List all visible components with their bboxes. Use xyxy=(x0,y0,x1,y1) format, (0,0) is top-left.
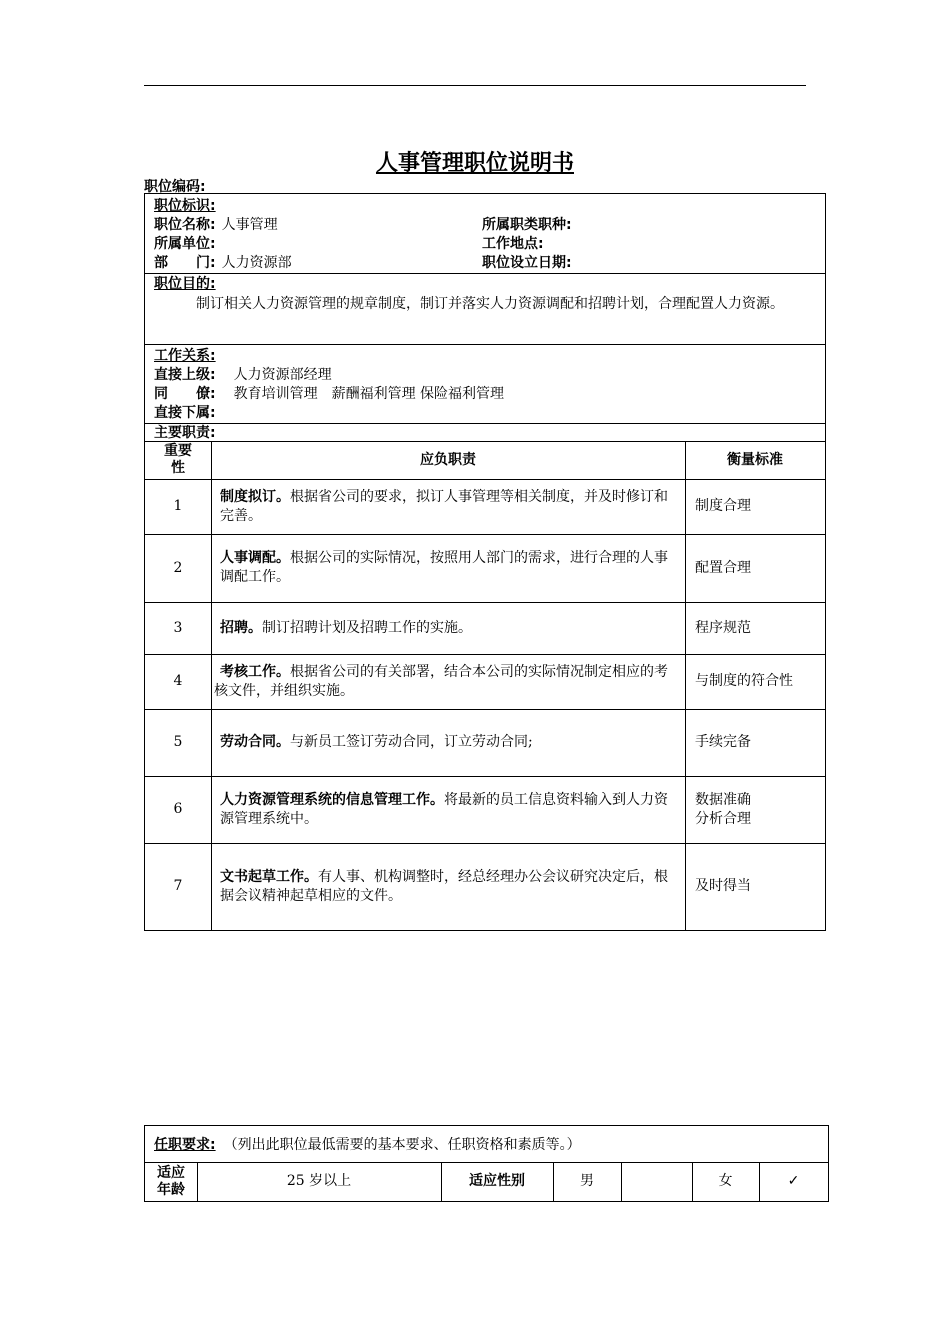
header-standard: 衡量标准 xyxy=(727,451,783,468)
header-rule xyxy=(144,85,806,86)
subordinate-label: 直接下属: xyxy=(154,405,216,421)
duty-title: 人力资源管理系统的信息管理工作。 xyxy=(220,791,444,808)
setup-date-label: 职位设立日期: xyxy=(482,255,572,271)
duty-text: 根据省公司的有关部署，结合本公司的实际情况制定相应的考核文件，并组织实施。 xyxy=(214,663,668,699)
row-standard: 数据准确 分析合理 xyxy=(695,791,751,827)
superior-value: 人力资源部经理 xyxy=(233,367,332,383)
gender-male-label: 男 xyxy=(580,1173,594,1189)
peer-label: 同 僚: xyxy=(154,386,216,402)
requirements-label: 任职要求: xyxy=(154,1137,216,1153)
duty-title: 文书起草工作。 xyxy=(220,868,318,885)
row-duty xyxy=(211,479,685,534)
duty-text: 制订招聘计划及招聘工作的实施。 xyxy=(262,619,472,636)
divider xyxy=(145,273,825,274)
duty-title: 人事调配。 xyxy=(220,550,290,566)
purpose-label: 职位目的: xyxy=(154,276,216,292)
peer-row xyxy=(154,385,504,404)
row-num: 2 xyxy=(173,559,183,576)
superior-row xyxy=(154,366,332,385)
superior-label: 直接上级: xyxy=(154,367,216,383)
row-standard: 手续完备 xyxy=(695,734,751,750)
position-code-label: 职位编码: xyxy=(144,179,206,195)
ident-section-label: 职位标识: xyxy=(154,198,216,214)
job-description-form xyxy=(144,193,826,931)
row-duty xyxy=(211,709,685,776)
page-title: 人事管理职位说明书 xyxy=(375,151,574,176)
row-num: 7 xyxy=(173,878,183,894)
position-name-value: 人事管理 xyxy=(221,217,278,233)
row-standard: 与制度的符合性 xyxy=(695,673,793,689)
department-row xyxy=(154,254,292,273)
divider xyxy=(145,423,825,424)
position-name-row xyxy=(154,216,278,235)
duty-text: 将最新的员工信息资料输入到人力资源管理系统中。 xyxy=(220,791,668,827)
category-label: 所属职类职种: xyxy=(482,217,572,233)
row-standard: 及时得当 xyxy=(695,878,751,894)
row-duty xyxy=(211,776,685,843)
row-num: 6 xyxy=(173,801,183,817)
gender-male-check-cell xyxy=(621,1162,692,1201)
duty-title: 招聘。 xyxy=(220,619,262,636)
age-value: 25 岁以上 xyxy=(286,1173,352,1189)
location-label: 工作地点: xyxy=(482,236,544,252)
duty-title: 劳动合同。 xyxy=(220,734,290,750)
age-label: 适应年龄 xyxy=(157,1164,185,1198)
header-duty: 应负职责 xyxy=(420,451,476,468)
duty-text: 有人事、机构调整时，经总经理办公会议研究决定后，根据会议精神起草相应的文件。 xyxy=(220,868,668,904)
row-num: 5 xyxy=(173,734,183,750)
gender-female-label: 女 xyxy=(718,1173,733,1189)
position-name-label: 职位名称: xyxy=(154,217,216,233)
department-label: 部 门: xyxy=(154,255,216,271)
duty-text: 根据省公司的要求，拟订人事管理等相关制度，并及时修订和完善。 xyxy=(220,488,668,524)
row-duty xyxy=(211,602,685,654)
duty-text: 根据公司的实际情况，按照用人部门的需求，进行合理的人事调配工作。 xyxy=(220,550,668,585)
duties-table xyxy=(145,441,825,930)
duty-text: 与新员工签订劳动合同，订立劳动合同; xyxy=(290,734,533,750)
row-duty xyxy=(211,843,685,930)
requirements-row xyxy=(154,1136,581,1155)
requirements-table xyxy=(144,1125,829,1202)
header-importance: 重要性 xyxy=(164,443,192,476)
purpose-text: 制订相关人力资源管理的规章制度，制订并落实人力资源调配和招聘计划，合理配置人力资源。 xyxy=(196,296,784,312)
row-num: 1 xyxy=(173,498,183,514)
relations-label: 工作关系: xyxy=(154,348,216,364)
duty-title: 考核工作。 xyxy=(220,663,290,680)
row-duty xyxy=(211,654,685,709)
duties-label: 主要职责: xyxy=(154,425,216,441)
requirements-note: （列出此职位最低需要的基本要求、任职资格和素质等。） xyxy=(223,1137,581,1153)
divider xyxy=(145,344,825,345)
checkmark-icon: ✓ xyxy=(787,1173,800,1189)
duty-title: 制度拟订。 xyxy=(220,488,290,505)
row-standard: 制度合理 xyxy=(695,498,751,514)
row-standard: 配置合理 xyxy=(695,559,751,576)
row-num: 4 xyxy=(173,673,183,689)
unit-label: 所属单位: xyxy=(154,236,216,252)
row-num: 3 xyxy=(173,619,183,636)
gender-label: 适应性别 xyxy=(469,1173,525,1189)
peer-value: 教育培训管理 薪酬福利管理 保险福利管理 xyxy=(233,386,505,402)
row-standard: 程序规范 xyxy=(695,619,751,636)
department-value: 人力资源部 xyxy=(221,255,292,271)
row-duty xyxy=(211,534,685,602)
